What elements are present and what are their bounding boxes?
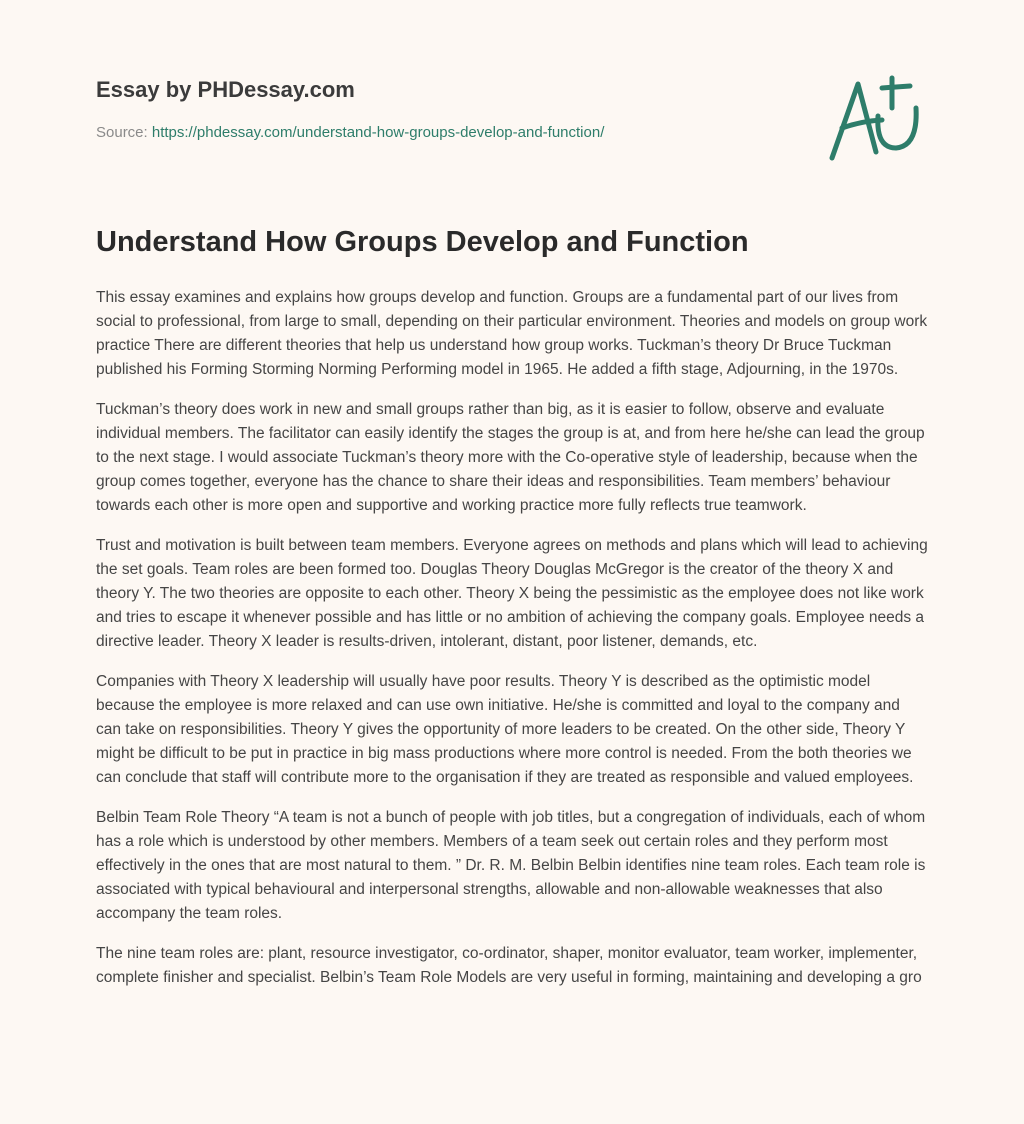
article-paragraph: This essay examines and explains how groups develop and function. Groups are a fundamental part of our lives from social to professional, from large to small, depending on their particular environment. Theories and models on group work practice There are different theories that help us understand how group works. Tuckman’s theory Dr Bruce Tuckman published his Forming Storming Norming Performing model in 1965. He added a fifth stage, Adjourning, in the 1970s. <box>96 289 928 378</box>
source-line <box>96 124 604 141</box>
a-plus-logo-icon <box>824 66 930 166</box>
page-header <box>96 0 928 200</box>
site-name: Essay by PHDessay.com <box>96 77 355 102</box>
article-paragraph: Companies with Theory X leadership will usually have poor results. Theory Y is described as the optimistic model because the employee is more relaxed and can use own initiative. He/she is committed and loyal to the company and can take on responsibilities. Theory Y gives the opportunity of more leaders to be created. On the other side, Theory Y might be difficult to be put in practice in big mass productions where more control is needed. From the both theories we can conclude that staff will contribute more to the organisation if they are treated as responsible and valued employees. <box>96 673 914 786</box>
article-paragraph: Tuckman’s theory does work in new and small groups rather than big, as it is easier to follow, observe and evaluate individual members. The facilitator can easily identify the stages the group is at, and from here he/she can lead the group to the next stage. I would associate Tuckman’s theory more with the Co-operative style of leadership, because when the group comes together, everyone has the chance to share their ideas and responsibilities. Team members’ behaviour towards each other is more open and supportive and working practice more fully reflects true teamwork. <box>96 401 925 514</box>
source-label: Source: <box>96 124 148 141</box>
article-title: Understand How Groups Develop and Function <box>96 226 749 258</box>
source-link[interactable]: https://phdessay.com/understand-how-groups-develop-and-function/ <box>151 124 605 141</box>
article-body <box>96 286 928 1006</box>
article-paragraph: The nine team roles are: plant, resource investigator, co-ordinator, shaper, monitor evaluator, team worker, implementer, complete finisher and specialist. Belbin’s Team Role Models are very useful in forming, maintaining and developing a gro <box>96 945 922 986</box>
article-paragraph: Trust and motivation is built between team members. Everyone agrees on methods and plans which will lead to achieving the set goals. Team roles are been formed too. Douglas Theory Douglas McGregor is the creator of the theory X and theory Y. The two theories are opposite to each other. Theory X being the pessimistic as the employee does not like work and tries to escape it whenever possible and has little or no ambition of achieving the company goals. Employee needs a directive leader. Theory X leader is results-driven, intolerant, distant, poor listener, demands, etc. <box>96 537 928 650</box>
article-paragraph: Belbin Team Role Theory “A team is not a bunch of people with job titles, but a congregation of individuals, each of whom has a role which is understood by other members. Members of a team seek out certain roles and they perform most effectively in the ones that are most natural to them. ” Dr. R. M. Belbin Belbin identifies nine team roles. Each team role is associated with typical behavioural and interpersonal strengths, allowable and non-allowable weaknesses that also accompany the team roles. <box>96 809 926 922</box>
